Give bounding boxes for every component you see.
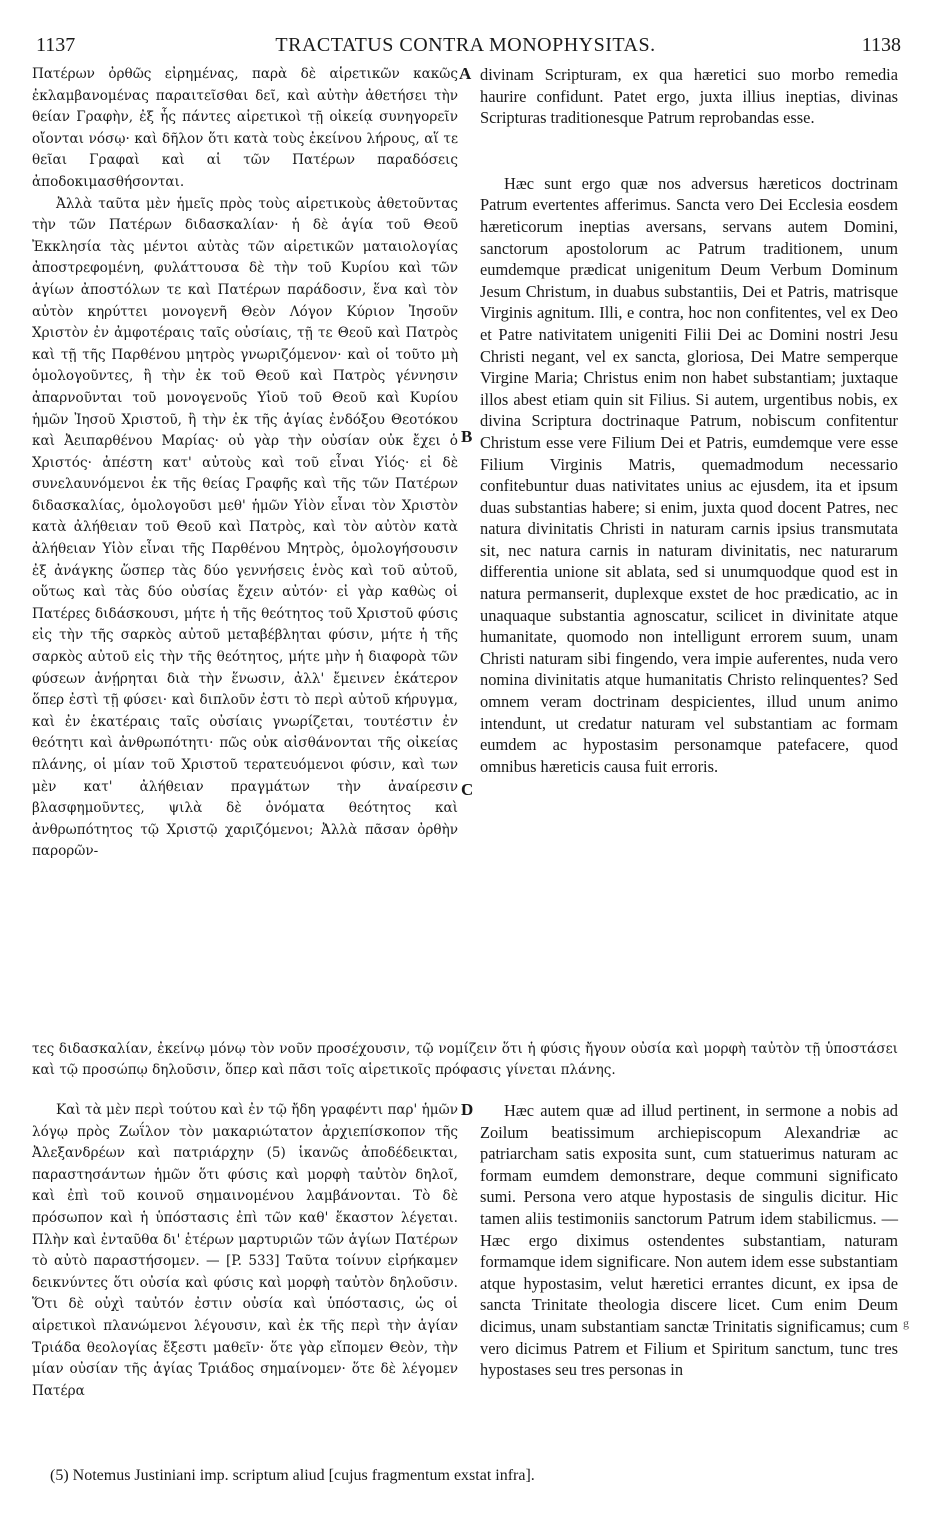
running-header xyxy=(0,34,931,60)
greek-continuation: τες διδασκαλίαν, ἐκείνῳ μόνῳ τὸν νοῦν προσέχουσιν, τῷ νομίζειν ὅτι ἡ φύσις ἤγουν οὐσία καὶ μορφὴ ταὐτὸν τῇ ὑποστάσει καὶ τῷ προσώπῳ δηλοῦσιν, ὅπερ καὶ πᾶσι τοῖς αἱρετικοῖς πρόφασις γίνεται πλάνης. xyxy=(32,1040,898,1079)
greek-paragraph-3: Καὶ τὰ μὲν περὶ τούτου καὶ ἐν τῷ ἤδη γραφέντι παρ' ἡμῶν λόγῳ πρὸς Ζωΐλον τὸν μακαριώτατον ἀρχιεπίσκοπον τῆς Ἀλεξανδρέων καὶ πατριάρχην (5) ἱκανῶς ἀποδέδεικται, παραστησάντων ἡμῶν ὅτι φύσις καὶ μορφὴ ταὐτὸν δηλοῖ, καὶ ἐπὶ τοῦ κοινοῦ σημαινομένου λαμβάνονται. Τὸ δὲ πρόσωπον καὶ ἡ ὑπόστασις ἐπὶ τῶν καθ' ἕκαστον λέγεται. Πλὴν καὶ ἐνταῦθα δι' ἑτέρων μαρτυριῶν τῶν ἁγίων Πατέρων τὸ αὐτὸ παραστήσομεν. — [P. 533] Ταῦτα τοίνυν εἰρήκαμεν δεικνύντες ὅτι οὐσία καὶ φύσις καὶ μορφὴ ταὐτὸν δηλοῦσιν. Ὅτι δὲ οὐχὶ ταὐτόν ἐστιν οὐσία καὶ ὑπόστασις, ὡς οἱ αἱρετικοὶ πλανώμενοι λέγουσιν, καὶ ἐκ τῆς περὶ τὴν ἁγίαν Τριάδα θεολογίας ἔξεστι μαθεῖν· ὅτε γὰρ εἴπομεν Θεὸν, τὴν μίαν οὐσίαν τῆς ἁγίας Τριάδος σημαίνομεν· ὅτε δὲ λέγομεν Πατέρα xyxy=(32,1102,458,1399)
greek-paragraph-2: Ἀλλὰ ταῦτα μὲν ἡμεῖς πρὸς τοὺς αἱρετικοὺς ἀθετοῦντας τὴν τῶν Πατέρων διδασκαλίαν· ἡ δὲ ἁγία τοῦ Θεοῦ Ἐκκλησία τὰς μέντοι αὐτὰς τῶν αἱρετικῶν ματαιολογίας ἀποστρεφομένη, φυλάττουσα δὲ τὴν τοῦ Κυρίου καὶ τῶν ἁγίων ἀποστόλων τε καὶ Πατέρων παράδοσιν, ἕνα καὶ τὸν αὐτὸν κηρύττει μονογενῆ Θεὸν Λόγον Κύριον Ἰησοῦν Χριστὸν ἐν ἀμφοτέραις ταῖς οὐσίαις, τῇ τε Θεοῦ καὶ Πατρὸς καὶ τῇ τῆς Παρθένου μητρὸς γνωριζόμενον· καὶ οἱ τοῦτο μὴ ὁμολογοῦντες, ἢ τὴν ἐκ τοῦ Θεοῦ καὶ Πατρὸς γέννησιν ἀπαρνοῦνται τοῦ μονογενοῦς Υἱοῦ τοῦ Θεοῦ καὶ Κυρίου ἡμῶν Ἰησοῦ Χριστοῦ, ἢ τὴν ἐκ τῆς ἁγίας ἐνδόξου Θεοτόκου καὶ Ἀειπαρθένου Μαρίας· οὐ γὰρ τὴν οὐσίαν οὐκ ἔχει ὁ Χριστός· ἀπέστη κατ' αὐτοὺς καὶ τοῦ εἶναι Υἱός· εἰ δὲ συνελαυνόμενοι ἐκ τῆς θείας Γραφῆς καὶ τῆς τῶν Πατέρων διδασκαλίας, ὁμολογοῦσι μεθ' ἡμῶν Υἱὸν εἶναι τὸν Χριστὸν κατὰ ἀλήθειαν τοῦ Θεοῦ καὶ Πατρὸς, καὶ τὸν αὐτὸν κατὰ ἀλήθειαν Υἱὸν εἶναι τῆς Παρθένου Μητρὸς, ὁμολογήσουσιν ἐξ ἀνάγκης ὥσπερ τὰς δύο γεννήσεις ἑνὸς καὶ τοῦ αὐτοῦ, οὕτως καὶ τὰς δύο οὐσίας ἔχειν αὐτόν· εἰ γὰρ καθὼς οἱ Πατέρες διδάσκουσι, μήτε ἡ τῆς θεότητος τοῦ Χριστοῦ φύσις εἰς τὴν τῆς σαρκὸς αὐτοῦ μεταβέβληται φύσιν, μήτε ἡ τῆς σαρκὸς αὐτοῦ εἰς τὴν τῆς θεότητος, μήτε μὴν ἡ διαφορὰ τῶν φύσεων ἀνῄρηται διὰ τὴν ἕνωσιν, ἀλλ' ἔμεινεν ἑκάτερον ὅπερ ἐστὶ τῇ φύσει· καὶ διπλοῦν ἐστι τὸ περὶ αὐτοῦ κήρυγμα, καὶ ἐν ἑκατέραις ταῖς οὐσίαις γνωρίζεται, τουτέστιν ἐν θεότητι καὶ ἀνθρωπότητι· πῶς οὐκ αἰσθάνονται τῆς οἰκείας πλάνης, οἱ μίαν τοῦ Χριστοῦ τερατευόμενοι φύσιν, καὶ των μὲν κατ' ἀλήθειαν πραγμάτων τὴν ἀναίρεσιν βλασφημοῦντες, ψιλὰ δὲ ὀνόματα θεότητος καὶ ἀνθρωπότητος τῷ Χριστῷ χαριζόμενοι; Ἀλλὰ πᾶσαν ὀρθὴν παρορῶν- xyxy=(32,195,458,860)
running-title: TRACTATUS CONTRA MONOPHYSITAS. xyxy=(275,34,656,56)
right-page-number: 1138 xyxy=(861,34,901,56)
left-page-number: 1137 xyxy=(36,34,76,56)
latin-column-bottom xyxy=(480,1100,898,1381)
margin-marker-a: A xyxy=(459,64,472,83)
margin-marker-d: D xyxy=(461,1100,474,1119)
latin-column-top xyxy=(480,64,898,777)
greek-paragraph-1: Πατέρων ὀρθῶς εἰρημένας, παρὰ δὲ αἱρετικῶν κακῶς ἐκλαμβανομένας παραιτεῖσθαι δεῖ, καὶ αὐτὴν ἀθετήσει τὴν θείαν Γραφὴν, ἐξ ἧς πάντες αἱρετικοὶ τῇ οἰκείᾳ συνηγορεῖν οἴονται νόσῳ· καὶ δῆλον ὅτι κατὰ τοὺς ἐκείνου λήρους, αἵ τε θεῖαι Γραφαὶ καὶ αἱ τῶν Πατέρων παραδόσεις ἀποδοκιμασθήσονται. xyxy=(32,66,458,190)
latin-paragraph-3: Hæc autem quæ ad illud pertinent, in sermone a nobis ad Zoilum beatissimum archiepiscopum Alexandriæ ac patriarcham satis exposita sunt, cum statuerimus naturam ac formam eumdem demonstrare, deque communi significato sumi. Persona vero atque hypostasis de singulis dicitur. Hic tamen aliis testimoniis sanctorum Patrum idem stabilicmus. — Hæc ergo diximus ostendentes substantiam, naturam formamque idem significare. Non autem idem esse substantiam atque hypostasim, velut hæretici errantes dicunt, ex ipsa de sancta Trinitate theologia discere licet. Cum enim Deum dicimus, unam substantiam sanctæ Trinitatis significamus; cum vero dicimus Patrem et Filium et Spiritum sanctum, tunc tres hypostases seu tres personas in xyxy=(480,1101,898,1380)
greek-column-top xyxy=(32,64,458,863)
latin-paragraph-2: Hæc sunt ergo quæ nos adversus hæreticos doctrinam Patrum evertentes afferimus. Sancta vero Dei Ecclesia eosdem hæreticorum ineptias aversans, servans autem Domini, sanctorum apostolorum ac Patrum traditionem, unum eumdemque prædicat unigenitum Deum Verbum Dominum Jesum Christum, in duabus substantiis, Dei et Patris, matrisque Virginis agnitum. Illi, e contra, hoc non confitentes, vel ex Deo et Patre nativitatem unigeniti Filii Dei ac Domini nostri Jesu Christi negant, vel ex sancta, gloriosa, Dei Matre semperque Virgine Maria; Christus enim non habet substantiam; juxtaque illos abest etiam quin sit Filius. Si autem, urgentibus nobis, ex divina Scriptura doctrinaque Patrum, nobiscum confitentur Christum esse vere Filium Dei et Patris, eumdemque vere esse Filium Virginis Matris, quemadmodum necessario confitebuntur duas nativitates unius ac ejusdem, ita et ipsum duas substantias habere; si enim, juxta quod docent Patres, nec natura divinitatis Christi in naturam carnis ipsius transmutata sit, nec natura carnis in naturam divinitatis, nec naturarum differentia unione sit ablata, sed si unumquodque quod est in natura permanserit, duplexque exstet de hoc prædicatio, ac in unaquaque substantia agnoscatur, scilicet in divinitate atque humanitate, quomodo non intelligunt errorem suum, unam Christi naturam sibi fingendo, vera impie auferentes, nuda vero nomina divinitatis atque humanitatis Christo relinquentes? Sed omnem veram doctrinam despicientes, illud unum animo intendunt, ut credatur naturam vel substantiam ac formam eumdem ac hypostasim personamque patefacere, quod omnibus hæreticis causa fuit erroris. xyxy=(480,173,898,776)
margin-stray-mark: g xyxy=(903,1316,909,1330)
margin-marker-b: B xyxy=(461,427,473,446)
footnote: (5) Notemus Justiniani imp. scriptum aliud [cujus fragmentum exstat infra]. xyxy=(50,1467,535,1484)
greek-column-bottom xyxy=(32,1100,458,1402)
margin-marker-c: C xyxy=(461,780,474,799)
greek-full-width-line xyxy=(32,1025,898,1095)
latin-paragraph-1: divinam Scripturam, ex qua hæretici suo morbo remedia haurire confidunt. Patet ergo, juxta illius ineptias, divinas Scripturas traditionesque Patrum reprobandas esse. xyxy=(480,65,898,128)
